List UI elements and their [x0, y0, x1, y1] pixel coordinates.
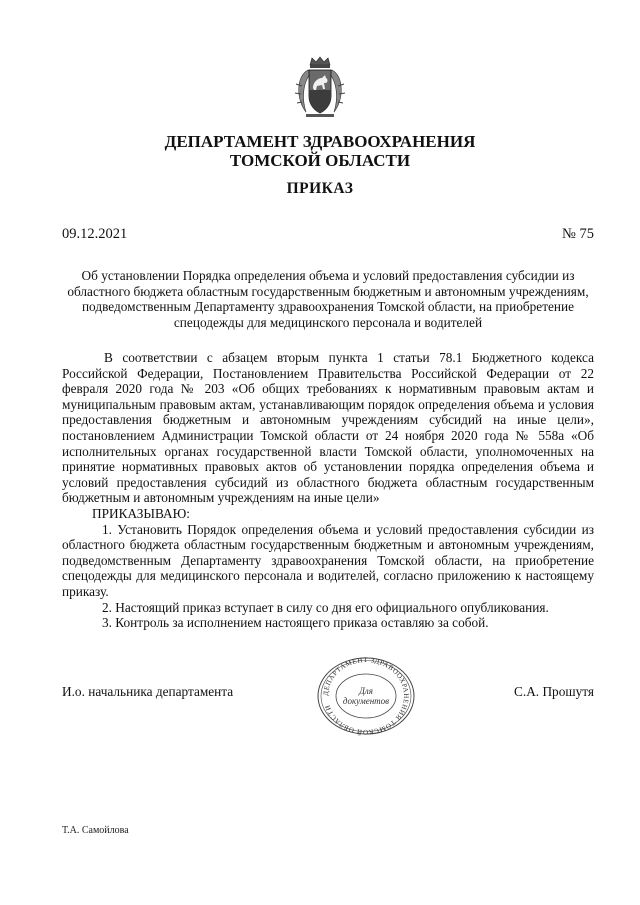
signatory-name: С.А. Прошутя	[514, 684, 594, 699]
department-name	[0, 132, 640, 170]
order-item-1: 1. Установить Порядок определения объема и условий предоставления субсидии из областного бюджета областным государственным бюджетным и автономным учреждениям, подведомственным Департаменту здравоохранения Томской области, на приобретение спецодежды для медицинского персонала и водителей, согласно приложению к настоящему приказу.	[62, 521, 594, 599]
order-number: № 75	[562, 226, 594, 242]
department-line-1: ДЕПАРТАМЕНТ ЗДРАВООХРАНЕНИЯ	[164, 132, 476, 151]
order-item-2: 2. Настоящий приказ вступает в силу со дня его официального опубликования.	[102, 599, 549, 615]
stamp-inner-line-1: Для	[359, 686, 373, 696]
stamp-inner-line-2: документов	[342, 696, 390, 706]
executor-name: Т.А. Самойлова	[62, 825, 129, 836]
coat-of-arms-icon	[294, 56, 346, 120]
order-item-3: 3. Контроль за исполнением настоящего приказа оставляю за собой.	[102, 615, 489, 631]
order-body	[62, 350, 594, 631]
orders-word: ПРИКАЗЫВАЮ:	[92, 505, 190, 521]
order-date: 09.12.2021	[62, 226, 128, 242]
stamp-outer-text: ДЕПАРТАМЕНТ ЗДРАВООХРАНЕНИЯ ТОМСКОЙ ОБЛАСТИ	[321, 656, 411, 736]
preamble-paragraph: В соответствии с абзацем вторым пункта 1 статьи 78.1 Бюджетного кодекса Российской Федерации, Постановлением Правительства Российской Федерации от 22 февраля 2020 года № 203 «Об общих требованиях к нормативным правовым актам и муниципальным правовым актам, устанавливающим порядок определения объема и условия предоставления бюджетным и автономным учреждениям субсидий на иные цели», постановлением Администрации Томской области от 24 ноября 2020 года № 558а «Об исполнительных органах государственной власти Томской области, уполномоченных на принятие нормативных правовых актов об установлении порядка определения объема и условий предоставления субсидий из областного бюджета областным государственным бюджетным и автономным учреждениям на иные цели»	[62, 350, 594, 506]
order-subject: Об установлении Порядка определения объема и условий предоставления субсидии из областного бюджета областным государственным бюджетным и автономным учреждениям, подведомственным Департаменту здравоохранения Томской области, на приобретение спецодежды для медицинского персонала и водителей	[67, 268, 589, 330]
department-line-2: ТОМСКОЙ ОБЛАСТИ	[229, 151, 411, 170]
order-title: ПРИКАЗ	[286, 180, 354, 197]
signatory-position: И.о. начальника департамента	[62, 684, 234, 699]
official-stamp	[314, 656, 418, 736]
